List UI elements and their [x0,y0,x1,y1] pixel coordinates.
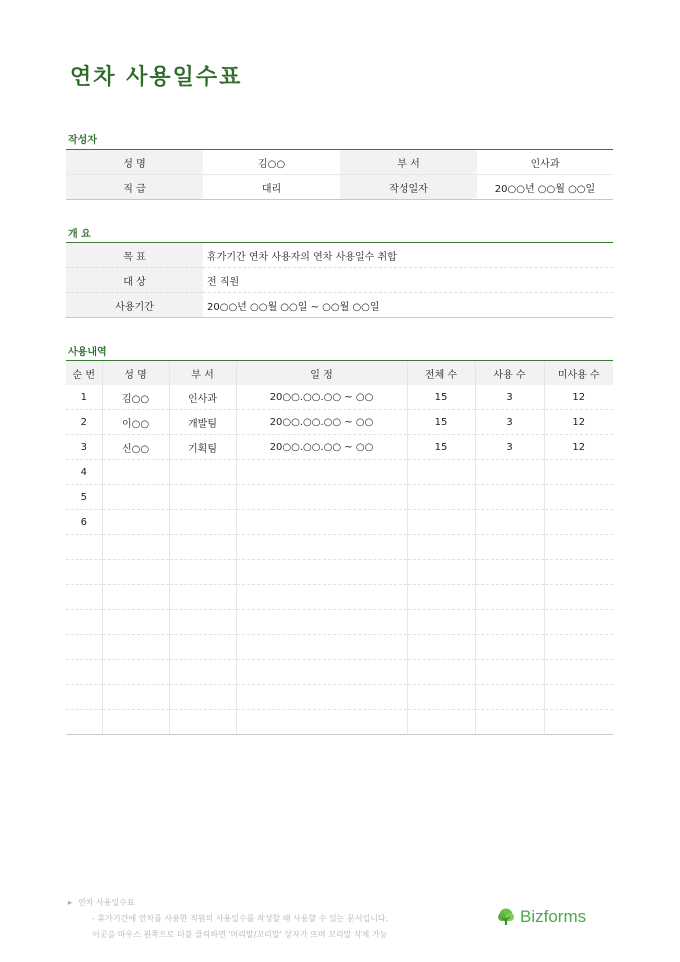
table-cell: 이○○ [102,410,169,435]
table-cell [66,560,102,585]
field-value: 대리 [203,175,340,200]
table-cell [102,485,169,510]
field-value: 20○○년 ○○월 ○○일 ~ ○○월 ○○일 [203,293,613,318]
table-cell: 5 [66,485,102,510]
column-header: 전체 수 [407,361,475,385]
table-row [66,410,613,435]
table-row [66,510,613,535]
table-cell [475,710,544,735]
table-cell [169,660,236,685]
table-cell [102,535,169,560]
table-cell [544,710,613,735]
overview-section-label: 개 요 [68,229,91,240]
author-row [66,175,613,200]
table-cell: 20○○.○○.○○ ~ ○○ [236,410,407,435]
column-header: 순 번 [66,361,102,385]
table-cell [544,635,613,660]
table-cell: 12 [544,385,613,410]
table-cell [169,460,236,485]
table-cell [475,485,544,510]
table-cell [169,635,236,660]
author-table [66,150,613,200]
table-cell [407,535,475,560]
table-cell [544,560,613,585]
table-cell: 기획팀 [169,435,236,460]
table-cell [236,660,407,685]
field-label: 작성일자 [340,175,477,200]
field-label: 목 표 [66,243,203,268]
field-value: 김○○ [203,150,340,175]
column-header: 일 정 [236,361,407,385]
table-cell [102,560,169,585]
table-cell [169,510,236,535]
triangle-bullet-icon: ▸ [68,898,73,907]
table-cell: 인사과 [169,385,236,410]
table-cell [102,710,169,735]
table-cell [407,610,475,635]
field-value: 전 직원 [203,268,613,293]
author-row [66,150,613,175]
table-row [66,610,613,635]
table-cell [102,660,169,685]
table-cell [236,460,407,485]
footer-title: 연차 사용일수표 [78,898,135,907]
logo-text: Bizforms [520,907,587,926]
table-cell [475,660,544,685]
table-cell [407,660,475,685]
table-row [66,485,613,510]
table-cell: 2 [66,410,102,435]
usage-section-label: 사용내역 [68,347,107,358]
table-cell [475,685,544,710]
field-label: 대 상 [66,268,203,293]
table-cell [544,585,613,610]
table-cell [102,460,169,485]
table-cell [66,710,102,735]
table-cell: 4 [66,460,102,485]
table-cell [236,710,407,735]
table-cell [407,510,475,535]
table-cell [66,610,102,635]
table-cell [102,610,169,635]
table-cell [407,635,475,660]
table-row [66,535,613,560]
table-cell: 12 [544,435,613,460]
table-row [66,585,613,610]
table-cell: 개발팀 [169,410,236,435]
table-cell [169,535,236,560]
bizforms-logo [496,907,586,927]
table-cell [407,585,475,610]
field-label: 사용기간 [66,293,203,318]
table-row [66,385,613,410]
table-cell [236,685,407,710]
table-cell: 15 [407,410,475,435]
table-cell: 3 [475,385,544,410]
table-cell [236,510,407,535]
table-cell: 3 [66,435,102,460]
table-cell [66,535,102,560]
table-cell [236,560,407,585]
author-section-label: 작성자 [68,135,97,146]
table-row [66,560,613,585]
table-cell [407,710,475,735]
table-cell: 김○○ [102,385,169,410]
tree-icon [496,907,516,927]
overview-row [66,268,613,293]
table-cell [236,635,407,660]
table-cell [102,635,169,660]
field-label: 직 급 [66,175,203,200]
usage-header-row [66,361,613,385]
table-cell [475,535,544,560]
table-cell [544,510,613,535]
table-cell [236,485,407,510]
table-cell [407,485,475,510]
table-cell: 20○○.○○.○○ ~ ○○ [236,385,407,410]
table-cell: 15 [407,435,475,460]
field-value: 인사과 [477,150,613,175]
table-cell: 12 [544,410,613,435]
field-value: 휴가기간 연차 사용자의 연차 사용일수 취합 [203,243,613,268]
field-label: 부 서 [340,150,477,175]
table-row [66,710,613,735]
table-row [66,685,613,710]
table-cell [407,460,475,485]
table-cell [66,635,102,660]
column-header: 부 서 [169,361,236,385]
table-cell: 15 [407,385,475,410]
column-header: 미사용 수 [544,361,613,385]
table-cell [169,685,236,710]
table-cell: 20○○.○○.○○ ~ ○○ [236,435,407,460]
field-label: 성 명 [66,150,203,175]
table-cell: 1 [66,385,102,410]
table-row [66,660,613,685]
table-cell [66,685,102,710]
footer-description: - 휴가기간에 연차를 사용한 직원의 사용일수를 작성할 때 사용할 수 있는 문서입니다. [92,914,389,923]
table-cell: 6 [66,510,102,535]
table-cell [475,635,544,660]
column-header: 사용 수 [475,361,544,385]
table-cell [102,685,169,710]
table-cell [544,660,613,685]
table-cell [236,585,407,610]
document-title: 연차 사용일수표 [70,65,243,90]
table-cell [475,460,544,485]
table-cell [407,685,475,710]
table-row [66,460,613,485]
table-cell: 3 [475,410,544,435]
table-cell [66,585,102,610]
table-cell: 신○○ [102,435,169,460]
table-cell [236,535,407,560]
overview-row [66,293,613,318]
table-cell [544,485,613,510]
table-cell [475,510,544,535]
table-cell [169,610,236,635]
table-cell [66,660,102,685]
table-cell [169,710,236,735]
table-cell [544,460,613,485]
footer-note [68,895,388,943]
table-cell [544,685,613,710]
footer-instruction: 이곳을 마우스 왼쪽으로 더블 클릭하면 '머리말/꼬리말' 상자가 뜨며 꼬리말 삭제 가능 [92,930,388,939]
table-cell [102,585,169,610]
table-row [66,435,613,460]
table-cell [169,560,236,585]
table-cell [475,560,544,585]
usage-table [66,361,613,735]
table-cell: 3 [475,435,544,460]
table-cell [169,485,236,510]
table-cell [169,585,236,610]
overview-table [66,243,613,318]
table-cell [407,560,475,585]
table-cell [544,535,613,560]
overview-row [66,243,613,268]
table-cell [475,585,544,610]
table-cell [475,610,544,635]
table-cell [102,510,169,535]
field-value: 20○○년 ○○월 ○○일 [477,175,613,200]
table-cell [544,610,613,635]
table-row [66,635,613,660]
column-header: 성 명 [102,361,169,385]
table-cell [236,610,407,635]
